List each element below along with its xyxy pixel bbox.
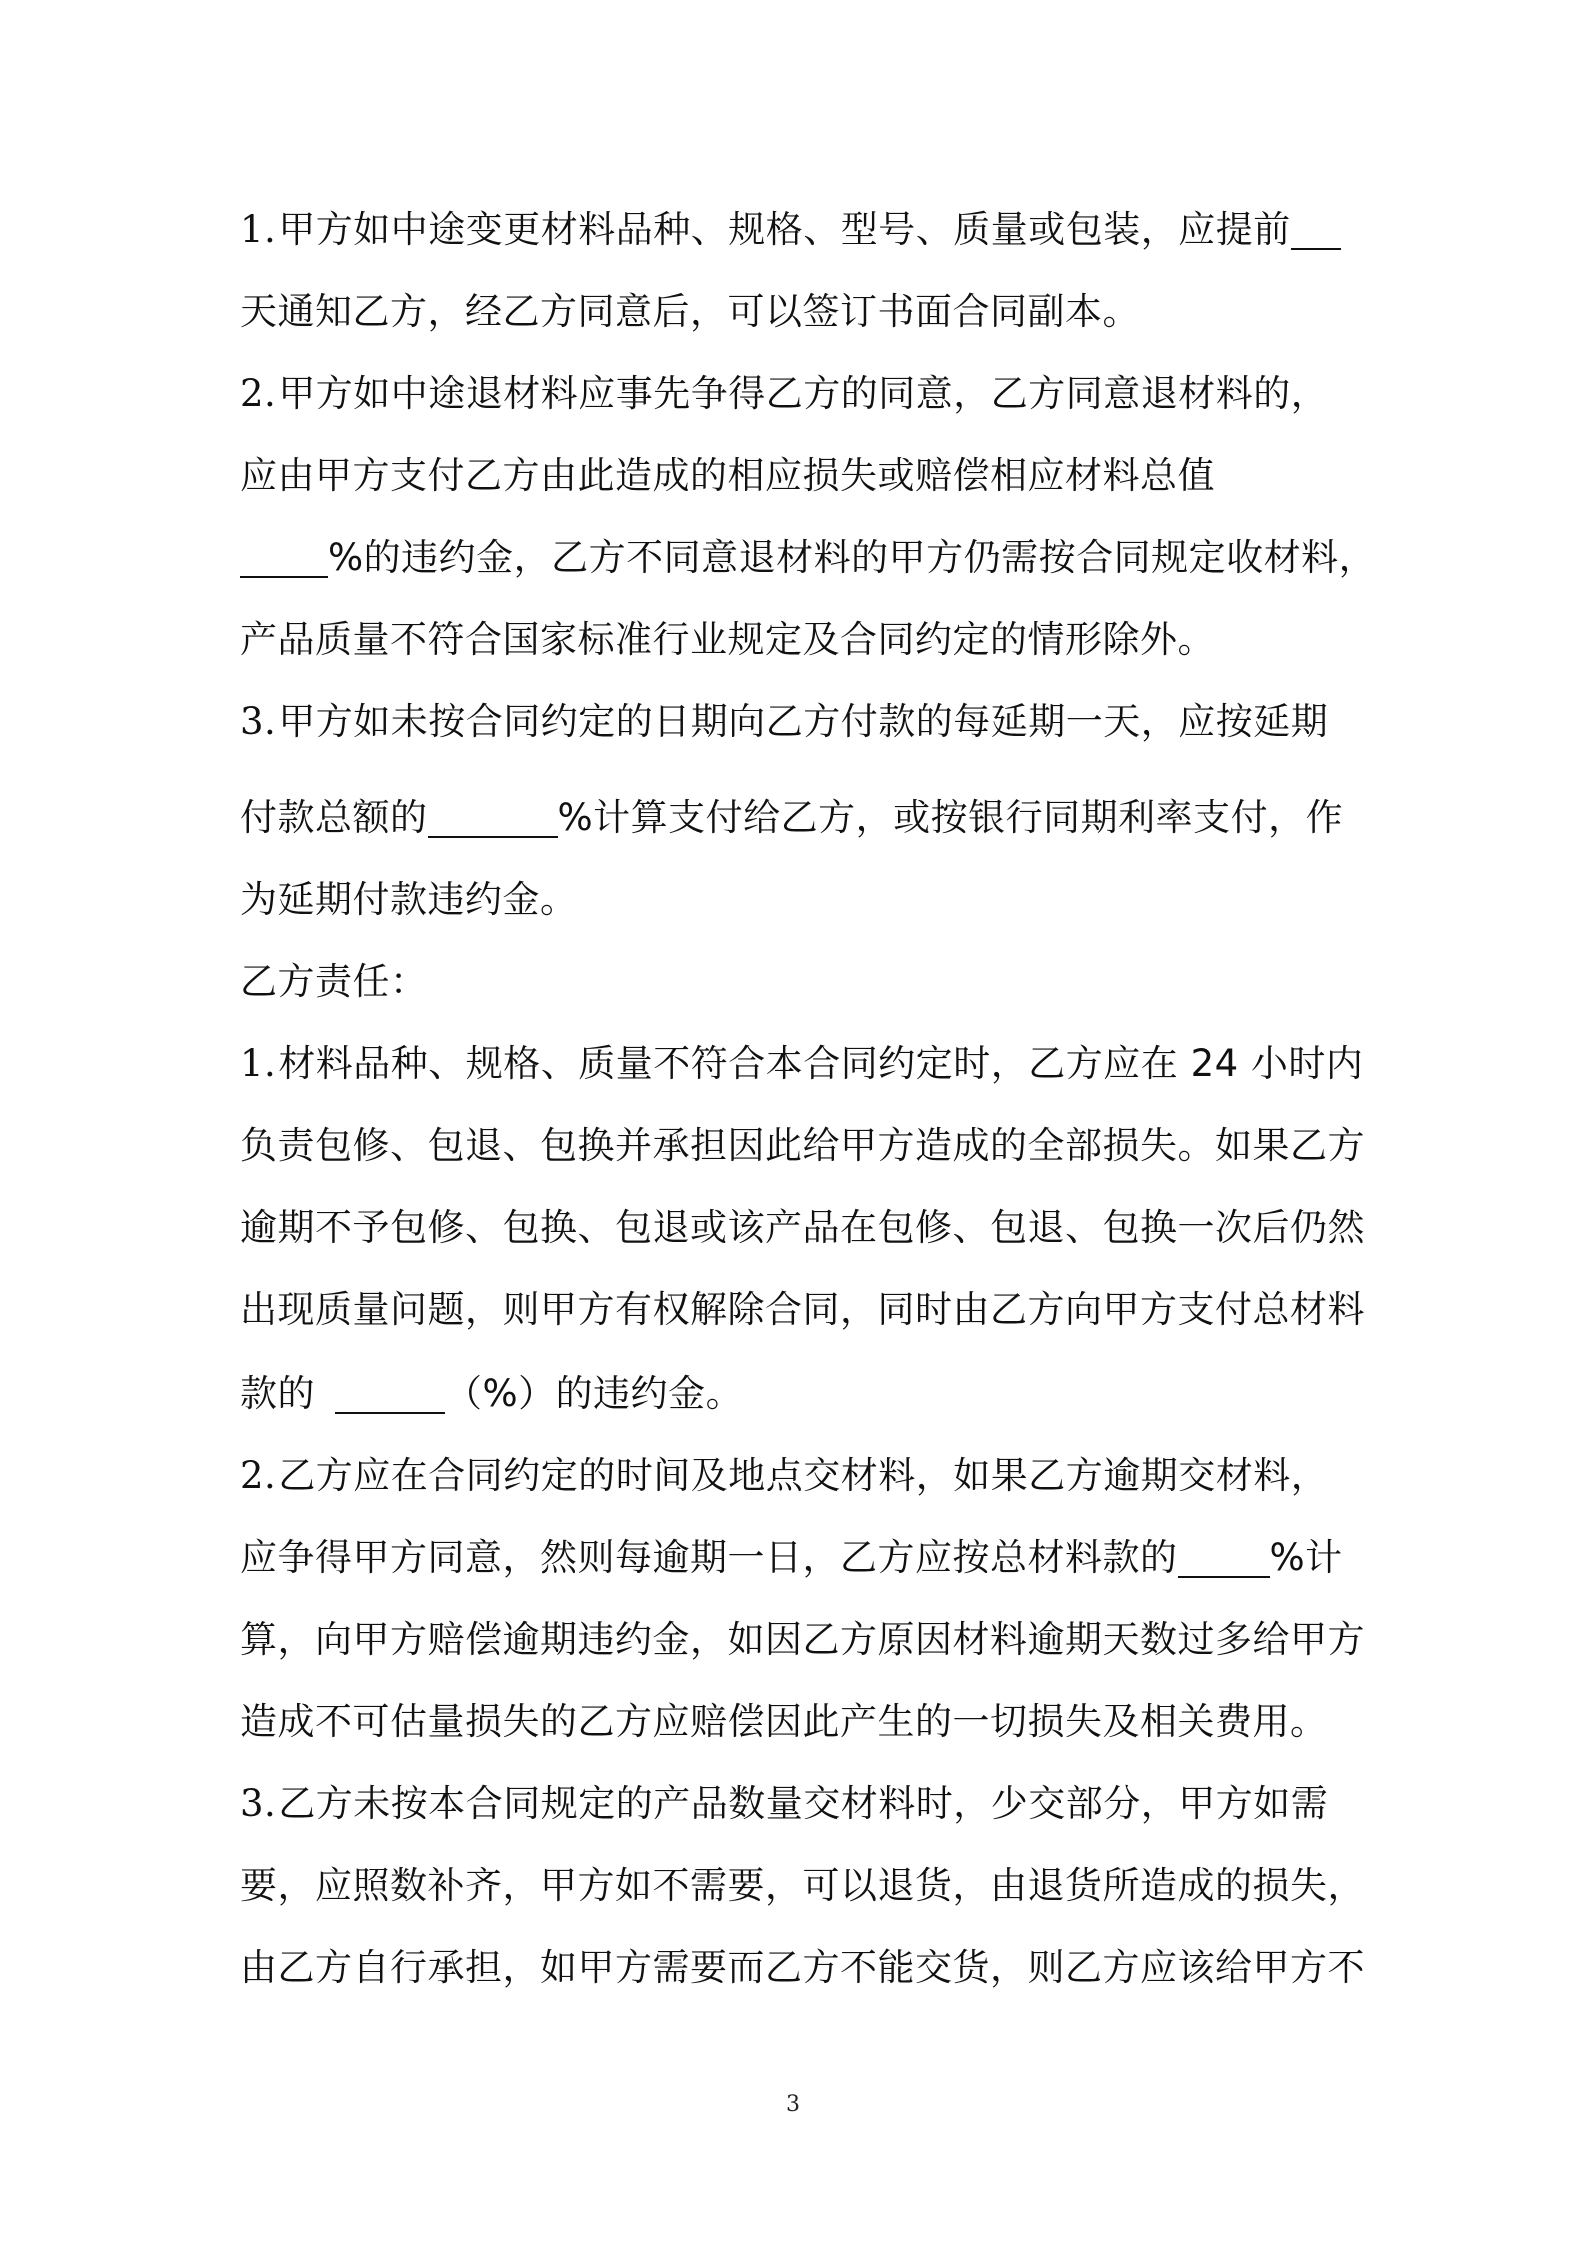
clause-number: 2. <box>240 1454 277 1497</box>
line-text: 乙方应在合同约定的时间及地点交材料，如果乙方逾期交材料， <box>278 1454 1329 1497</box>
line-text: 乙方未按本合同规定的产品数量交材料时，少交部分，甲方如需 <box>278 1782 1329 1825</box>
line-text: 乙方责任： <box>240 960 428 1003</box>
line-text: 应争得甲方同意，然则每逾期一日，乙方应按总材料款的 <box>240 1536 1178 1579</box>
fill-blank <box>240 536 328 578</box>
line-text: 为延期付款违约金。 <box>240 878 578 921</box>
line-text: 甲方如未按合同约定的日期向乙方付款的每延期一天，应按延期 <box>278 700 1329 743</box>
text-line <box>240 1116 1365 1176</box>
text-line <box>240 282 1360 342</box>
line-text: 造成不可估量损失的乙方应赔偿因此产生的一切损失及相关费用。 <box>240 1700 1328 1743</box>
text-line <box>240 446 1360 506</box>
text-line <box>240 692 1360 752</box>
line-text: 要，应照数补齐，甲方如不需要，可以退货，由退货所造成的损失， <box>240 1864 1365 1907</box>
text-line <box>240 1610 1365 1670</box>
clause-number: 2. <box>240 372 277 415</box>
text-line <box>240 528 1377 588</box>
line-text: 应由甲方支付乙方由此造成的相应损失或赔偿相应材料总值 <box>240 454 1215 497</box>
clause-number: 3. <box>240 1782 277 1825</box>
line-text: 逾期不予包修、包换、包退或该产品在包修、包退、包换一次后仍然 <box>240 1206 1365 1249</box>
line-text: %计 <box>1269 1536 1343 1579</box>
text-line <box>240 1364 1360 1424</box>
clause-number: 1. <box>240 1042 277 1085</box>
text-line <box>240 1692 1360 1752</box>
line-text: %计算支付给乙方，或按银行同期利率支付，作 <box>557 796 1344 839</box>
line-text: 天通知乙方，经乙方同意后，可以签订书面合同副本。 <box>240 290 1140 333</box>
clause-number: 1. <box>240 208 277 251</box>
line-text: 款的 <box>240 1372 315 1415</box>
line-text: 甲方如中途变更材料品种、规格、型号、质量或包装，应提前 <box>278 208 1291 251</box>
fill-blank <box>335 1372 445 1414</box>
text-line <box>240 788 1360 848</box>
line-text: 由乙方自行承担，如甲方需要而乙方不能交货，则乙方应该给甲方不 <box>240 1946 1365 1989</box>
line-text: 付款总额的 <box>240 796 428 839</box>
fill-blank <box>1291 208 1341 250</box>
line-text: %的违约金，乙方不同意退材料的甲方仍需按合同规定收材料， <box>328 536 1377 579</box>
line-text: （%）的违约金。 <box>445 1372 744 1415</box>
text-line <box>240 610 1360 670</box>
text-line <box>240 1856 1365 1916</box>
text-line <box>240 1774 1360 1834</box>
fill-blank <box>428 796 558 838</box>
line-text: 甲方如中途退材料应事先争得乙方的同意，乙方同意退材料的， <box>278 372 1329 415</box>
text-line <box>240 1034 1364 1094</box>
text-line <box>240 1446 1360 1506</box>
line-text: 材料品种、规格、质量不符合本合同约定时，乙方应在 24 小时内 <box>278 1042 1364 1085</box>
fill-blank <box>1178 1536 1270 1578</box>
text-line <box>240 1198 1365 1258</box>
page-number: 3 <box>786 2092 800 2117</box>
clause-number: 3. <box>240 700 277 743</box>
line-text: 算，向甲方赔偿逾期违约金，如因乙方原因材料逾期天数过多给甲方 <box>240 1618 1365 1661</box>
text-line <box>240 364 1360 424</box>
text-line <box>240 870 1360 930</box>
text-line <box>240 200 1360 260</box>
line-text: 出现质量问题，则甲方有权解除合同，同时由乙方向甲方支付总材料 <box>240 1288 1365 1331</box>
text-line <box>240 1280 1365 1340</box>
text-line <box>240 1528 1360 1588</box>
text-line <box>240 1938 1365 1998</box>
section-heading <box>240 952 1360 1012</box>
line-text: 负责包修、包退、包换并承担因此给甲方造成的全部损失。如果乙方 <box>240 1124 1365 1167</box>
line-text: 产品质量不符合国家标准行业规定及合同约定的情形除外。 <box>240 618 1215 661</box>
